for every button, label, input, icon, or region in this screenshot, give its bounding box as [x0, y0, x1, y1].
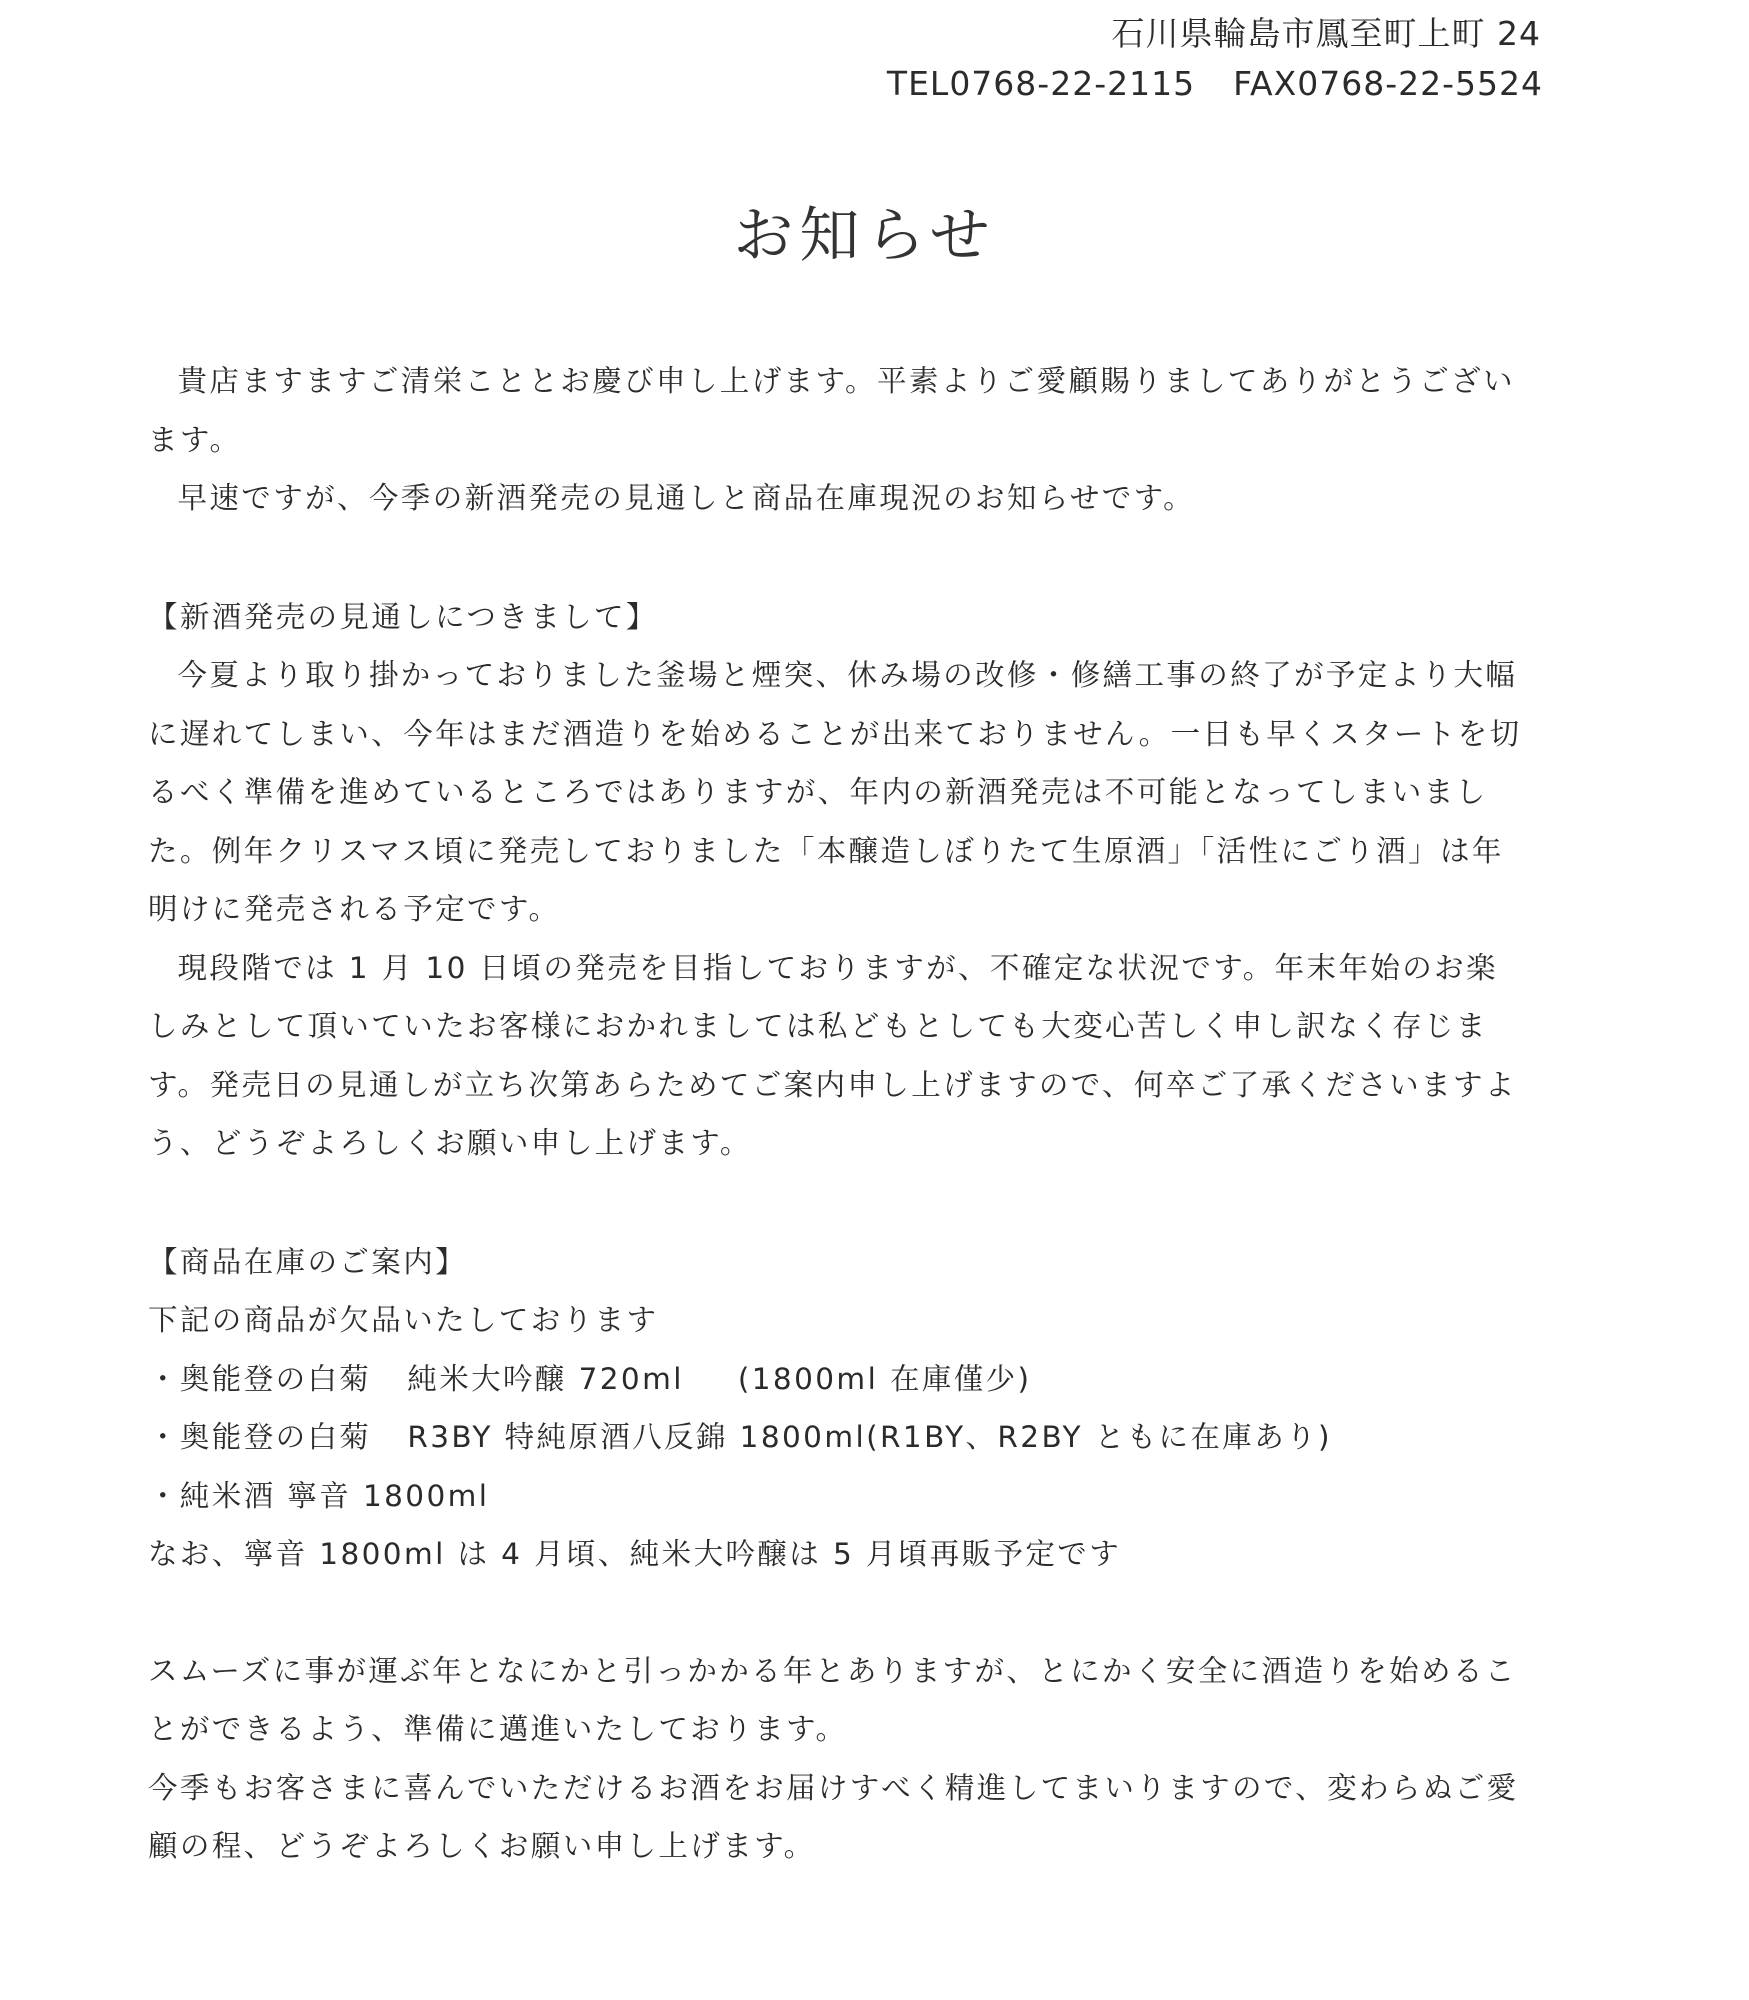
product-spec: R3BY 特純原酒八反錦 1800ml	[407, 1420, 867, 1454]
page-title: お知らせ	[733, 201, 996, 271]
product-item	[148, 1467, 1526, 1526]
new-sake-paragraph-2: 現段階では 1 月 10 日頃の発売を目指しておりますが、不確定な状況です。年末年始のお楽しみとして頂いていたお客様におかれましては私どもとしても大変心苦しく申し訳なく存じます。発売日の見通しが立ち次第あらためてご案内申し上げますので、何卒ご了承くださいますよう、どうぞよろしくお願い申し上げます。	[148, 950, 1517, 1160]
tel-number: TEL0768-22-2115	[886, 64, 1196, 103]
product-note: (1800ml 在庫僅少)	[737, 1361, 1032, 1396]
bullet: ・	[148, 1478, 180, 1513]
purpose-paragraph: 早速ですが、今季の新酒発売の見通しと商品在庫現況のお知らせです。	[177, 481, 1196, 515]
closing-paragraph-1: スムーズに事が運ぶ年となにかと引っかかる年とありますが、とにかく安全に酒造りを始めることができるよう、準備に邁進いたしております。	[148, 1653, 1517, 1746]
greeting-paragraph: 貴店ますますご清栄こととお慶び申し上げます。平素よりご愛顧賜りましてありがとうございます。	[148, 364, 1515, 457]
bullet: ・	[148, 1361, 180, 1396]
new-sake-heading: 【新酒発売の見通しにつきまして】	[148, 599, 658, 634]
product-item	[148, 1408, 1526, 1467]
sender-address: 石川県輪島市鳳至町上町 24	[1111, 14, 1541, 53]
stock-heading: 【商品在庫のご案内】	[148, 1244, 468, 1279]
sender-contact	[887, 64, 1543, 103]
letter-body	[148, 352, 1526, 1876]
product-item	[148, 1350, 1526, 1409]
product-note: (R1BY、R2BY ともに在庫あり)	[866, 1420, 1332, 1454]
resale-note: なお、寧音 1800ml は 4 月頃、純米大吟醸は 5 月頃再販予定です	[148, 1537, 1122, 1571]
product-name: 純米酒 寧音 1800ml	[179, 1478, 490, 1513]
product-name: 奥能登の白菊	[179, 1420, 372, 1454]
fax-number: FAX0768-22-5524	[1233, 64, 1543, 103]
bullet: ・	[148, 1420, 180, 1454]
new-sake-paragraph-1: 今夏より取り掛かっておりました釜場と煙突、休み場の改修・修繕工事の終了が予定より大幅に遅れてしまい、今年はまだ酒造りを始めることが出来ておりません。一日も早くスタートを切るべく準備を進めているところではありますが、年内の新酒発売は不可能となってしまいました。例年クリスマス頃に発売しておりました「本醸造しぼりたて生原酒」「活性にごり酒」は年明けに発売される予定です。	[148, 658, 1522, 926]
stock-lead: 下記の商品が欠品いたしております	[148, 1303, 659, 1337]
closing-paragraph-2: 今季もお客さまに喜んでいただけるお酒をお届けすべく精進してまいりますので、変わらぬご愛顧の程、どうぞよろしくお願い申し上げます。	[148, 1770, 1519, 1863]
product-spec: 純米大吟醸 720ml	[407, 1361, 684, 1396]
product-name: 奥能登の白菊	[179, 1361, 372, 1396]
